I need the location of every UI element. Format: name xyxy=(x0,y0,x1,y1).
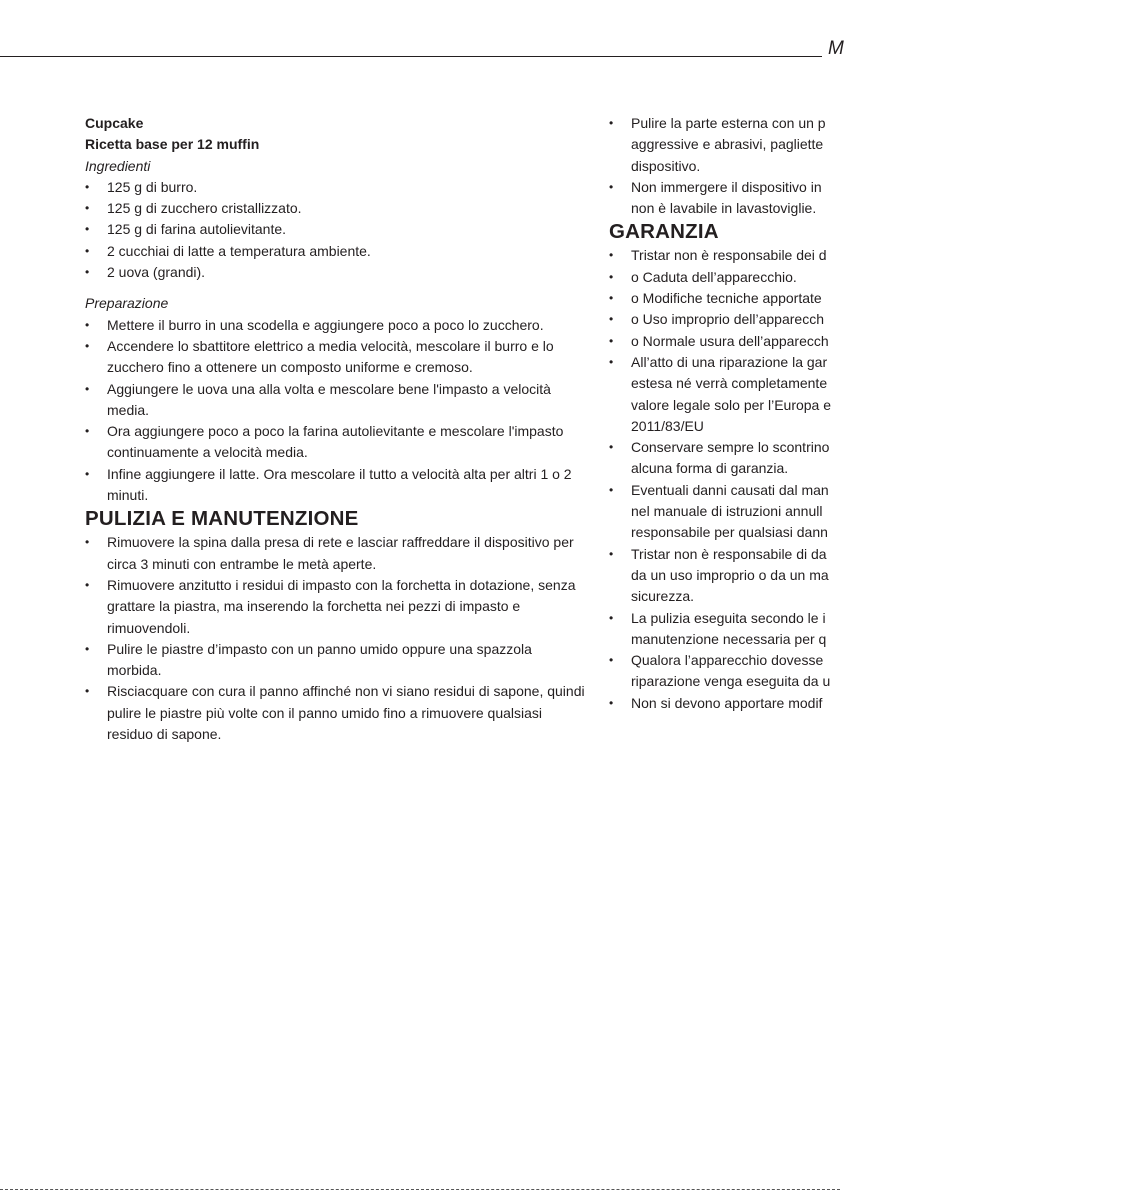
preparation-step: • Mettere il burro in una scodella e aggiungere poco a poco lo zucchero. xyxy=(85,315,585,336)
preparation-step: • Ora aggiungere poco a poco la farina autolievitante e mescolare l'impasto continuamente a velocità media. xyxy=(85,421,585,464)
ingredient-item: • 125 g di zucchero cristallizzato. xyxy=(85,198,585,219)
recipe-title: Cupcake xyxy=(85,115,144,131)
warranty-item: • Tristar non è responsabile dei d xyxy=(609,245,1129,266)
ingredients-label: Ingredienti xyxy=(85,157,151,174)
warranty-heading: GARANZIA xyxy=(609,220,719,244)
left-column xyxy=(85,113,585,745)
preparation-label: Preparazione xyxy=(85,295,169,312)
cleaning-item: • Rimuovere la spina dalla presa di rete e lasciar raffreddare il dispositivo per circa 3 minuti con entrambe le metà aperte. xyxy=(85,532,585,575)
preparation-step: • Aggiungere le uova una alla volta e mescolare bene l'impasto a velocità media. xyxy=(85,379,585,422)
warranty-item: • o Caduta dell’apparecchio. xyxy=(609,267,1129,288)
page-marker: M xyxy=(828,38,844,59)
cleaning-item: • Non immergere il dispositivo in non è lavabile in lavastoviglie. xyxy=(609,177,1129,220)
warranty-item: • o Modifiche tecniche apportate xyxy=(609,288,1129,309)
cleaning-item: • Rimuovere anzitutto i residui di impasto con la forchetta in dotazione, senza grattare la piastra, ma inserendo la forchetta nei pezzi di impasto e rimuovendoli. xyxy=(85,575,585,639)
warranty-list xyxy=(609,245,1129,714)
cleaning-item: • Pulire la parte esterna con un p aggressive e abrasivi, pagliette dispositivo. xyxy=(609,113,1129,177)
recipe-subtitle: Ricetta base per 12 muffin xyxy=(85,136,260,153)
warranty-item: • Non si devono apportare modif xyxy=(609,693,1129,714)
cleaning-continued-list xyxy=(609,113,1129,219)
right-column xyxy=(609,113,1129,714)
preparation-step: • Infine aggiungere il latte. Ora mescolare il tutto a velocità alta per altri 1 o 2 minuti. xyxy=(85,464,585,507)
warranty-item: • Qualora l’apparecchio dovesse riparazione venga eseguita da u xyxy=(609,650,1129,693)
warranty-item: • o Normale usura dell’apparecch xyxy=(609,331,1129,352)
cleaning-item: • Risciacquare con cura il panno affinché non vi siano residui di sapone, quindi pulire le piastre più volte con il panno umido fino a rimuovere qualsiasi residuo di sapone. xyxy=(85,681,585,745)
cleaning-heading: PULIZIA E MANUTENZIONE xyxy=(85,507,359,531)
cleaning-item: • Pulire le piastre d’impasto con un panno umido oppure una spazzola morbida. xyxy=(85,639,585,682)
warranty-item: • Tristar non è responsabile di da da un uso improprio o da un ma sicurezza. xyxy=(609,544,1129,608)
preparation-step: • Accendere lo sbattitore elettrico a media velocità, mescolare il burro e lo zucchero fino a ottenere un composto uniforme e cremoso. xyxy=(85,336,585,379)
warranty-item: • Conservare sempre lo scontrino alcuna forma di garanzia. xyxy=(609,437,1129,480)
ingredient-item: • 2 uova (grandi). xyxy=(85,262,585,283)
ingredient-item: • 2 cucchiai di latte a temperatura ambiente. xyxy=(85,241,585,262)
header-rule xyxy=(0,56,822,57)
warranty-item: • All’atto di una riparazione la gar estesa né verrà completamente valore legale solo per l’Europa e 2011/83/EU xyxy=(609,352,1129,437)
cleaning-list xyxy=(85,532,585,745)
warranty-item: • La pulizia eseguita secondo le i manutenzione necessaria per q xyxy=(609,608,1129,651)
preparation-steps xyxy=(85,315,585,507)
warranty-item: • Eventuali danni causati dal man nel manuale di istruzioni annull responsabile per qualsiasi dann xyxy=(609,480,1129,544)
footer-rule xyxy=(0,1189,840,1190)
ingredient-item: • 125 g di farina autolievitante. xyxy=(85,219,585,240)
ingredients-list xyxy=(85,177,585,283)
warranty-item: • o Uso improprio dell’apparecch xyxy=(609,309,1129,330)
ingredient-item: • 125 g di burro. xyxy=(85,177,585,198)
